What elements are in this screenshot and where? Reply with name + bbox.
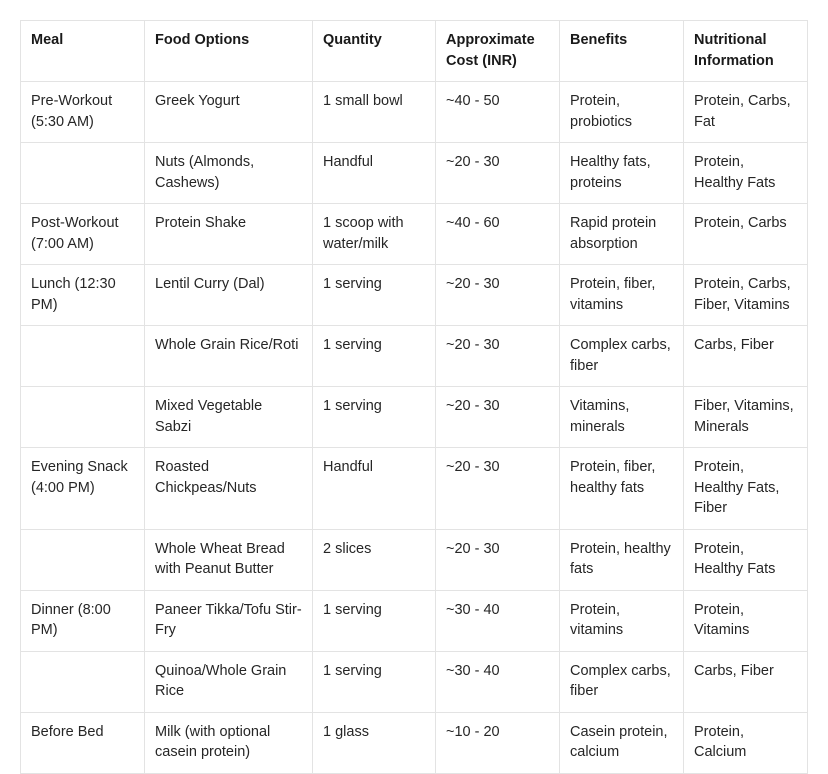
benefits-cell: Complex carbs, fiber <box>560 651 684 712</box>
table-row <box>21 265 808 326</box>
nutrition-cell: Carbs, Fiber <box>684 326 808 387</box>
meal-cell <box>21 326 145 387</box>
column-header-approximate-cost: Approximate Cost (INR) <box>436 21 560 82</box>
food-options-cell: Mixed Vegetable Sabzi <box>145 387 313 448</box>
table-row <box>21 204 808 265</box>
cost-cell: ~40 - 60 <box>436 204 560 265</box>
quantity-cell: 1 glass <box>313 712 436 773</box>
table-row <box>21 387 808 448</box>
food-options-cell: Paneer Tikka/Tofu Stir-Fry <box>145 590 313 651</box>
table-row <box>21 326 808 387</box>
benefits-cell: Protein, probiotics <box>560 82 684 143</box>
quantity-cell: 1 serving <box>313 265 436 326</box>
table-row <box>21 590 808 651</box>
benefits-cell: Protein, fiber, healthy fats <box>560 448 684 530</box>
nutrition-cell: Fiber, Vitamins, Minerals <box>684 387 808 448</box>
food-options-cell: Protein Shake <box>145 204 313 265</box>
cost-cell: ~20 - 30 <box>436 387 560 448</box>
quantity-cell: 1 serving <box>313 387 436 448</box>
nutrition-cell: Protein, Healthy Fats, Fiber <box>684 448 808 530</box>
benefits-cell: Casein protein, calcium <box>560 712 684 773</box>
food-options-cell: Whole Grain Rice/Roti <box>145 326 313 387</box>
benefits-cell: Protein, vitamins <box>560 590 684 651</box>
nutrition-cell: Protein, Calcium <box>684 712 808 773</box>
food-options-cell: Milk (with optional casein protein) <box>145 712 313 773</box>
quantity-cell: Handful <box>313 448 436 530</box>
table-header-row <box>21 21 808 82</box>
meal-cell: Evening Snack (4:00 PM) <box>21 448 145 530</box>
benefits-cell: Healthy fats, proteins <box>560 143 684 204</box>
column-header-quantity: Quantity <box>313 21 436 82</box>
cost-cell: ~40 - 50 <box>436 82 560 143</box>
meal-cell: Post-Workout (7:00 AM) <box>21 204 145 265</box>
cost-cell: ~20 - 30 <box>436 143 560 204</box>
benefits-cell: Rapid protein absorption <box>560 204 684 265</box>
quantity-cell: 1 scoop with water/milk <box>313 204 436 265</box>
nutrition-cell: Protein, Carbs, Fat <box>684 82 808 143</box>
meal-cell <box>21 143 145 204</box>
quantity-cell: 1 small bowl <box>313 82 436 143</box>
nutrition-cell: Protein, Vitamins <box>684 590 808 651</box>
quantity-cell: 1 serving <box>313 651 436 712</box>
nutrition-cell: Protein, Carbs <box>684 204 808 265</box>
cost-cell: ~20 - 30 <box>436 529 560 590</box>
meal-cell: Dinner (8:00 PM) <box>21 590 145 651</box>
column-header-benefits: Benefits <box>560 21 684 82</box>
quantity-cell: Handful <box>313 143 436 204</box>
cost-cell: ~20 - 30 <box>436 326 560 387</box>
food-options-cell: Quinoa/Whole Grain Rice <box>145 651 313 712</box>
meal-cell: Pre-Workout (5:30 AM) <box>21 82 145 143</box>
meal-cell <box>21 529 145 590</box>
cost-cell: ~10 - 20 <box>436 712 560 773</box>
quantity-cell: 1 serving <box>313 326 436 387</box>
quantity-cell: 1 serving <box>313 590 436 651</box>
nutrition-cell: Protein, Healthy Fats <box>684 529 808 590</box>
nutrition-cell: Carbs, Fiber <box>684 651 808 712</box>
meal-cell <box>21 651 145 712</box>
column-header-food-options: Food Options <box>145 21 313 82</box>
meal-cell: Before Bed <box>21 712 145 773</box>
nutrition-cell: Protein, Carbs, Fiber, Vitamins <box>684 265 808 326</box>
table-row <box>21 82 808 143</box>
cost-cell: ~20 - 30 <box>436 265 560 326</box>
nutrition-cell: Protein, Healthy Fats <box>684 143 808 204</box>
meal-cell <box>21 387 145 448</box>
table-row <box>21 448 808 530</box>
cost-cell: ~30 - 40 <box>436 590 560 651</box>
table-row <box>21 143 808 204</box>
cost-cell: ~20 - 30 <box>436 448 560 530</box>
benefits-cell: Protein, fiber, vitamins <box>560 265 684 326</box>
food-options-cell: Nuts (Almonds, Cashews) <box>145 143 313 204</box>
food-options-cell: Whole Wheat Bread with Peanut Butter <box>145 529 313 590</box>
benefits-cell: Protein, healthy fats <box>560 529 684 590</box>
column-header-meal: Meal <box>21 21 145 82</box>
table-row <box>21 651 808 712</box>
food-options-cell: Lentil Curry (Dal) <box>145 265 313 326</box>
meal-cell: Lunch (12:30 PM) <box>21 265 145 326</box>
meal-plan-table <box>20 20 808 774</box>
food-options-cell: Roasted Chickpeas/Nuts <box>145 448 313 530</box>
column-header-nutritional-information: Nutritional Information <box>684 21 808 82</box>
food-options-cell: Greek Yogurt <box>145 82 313 143</box>
table-row <box>21 529 808 590</box>
benefits-cell: Complex carbs, fiber <box>560 326 684 387</box>
quantity-cell: 2 slices <box>313 529 436 590</box>
cost-cell: ~30 - 40 <box>436 651 560 712</box>
benefits-cell: Vitamins, minerals <box>560 387 684 448</box>
